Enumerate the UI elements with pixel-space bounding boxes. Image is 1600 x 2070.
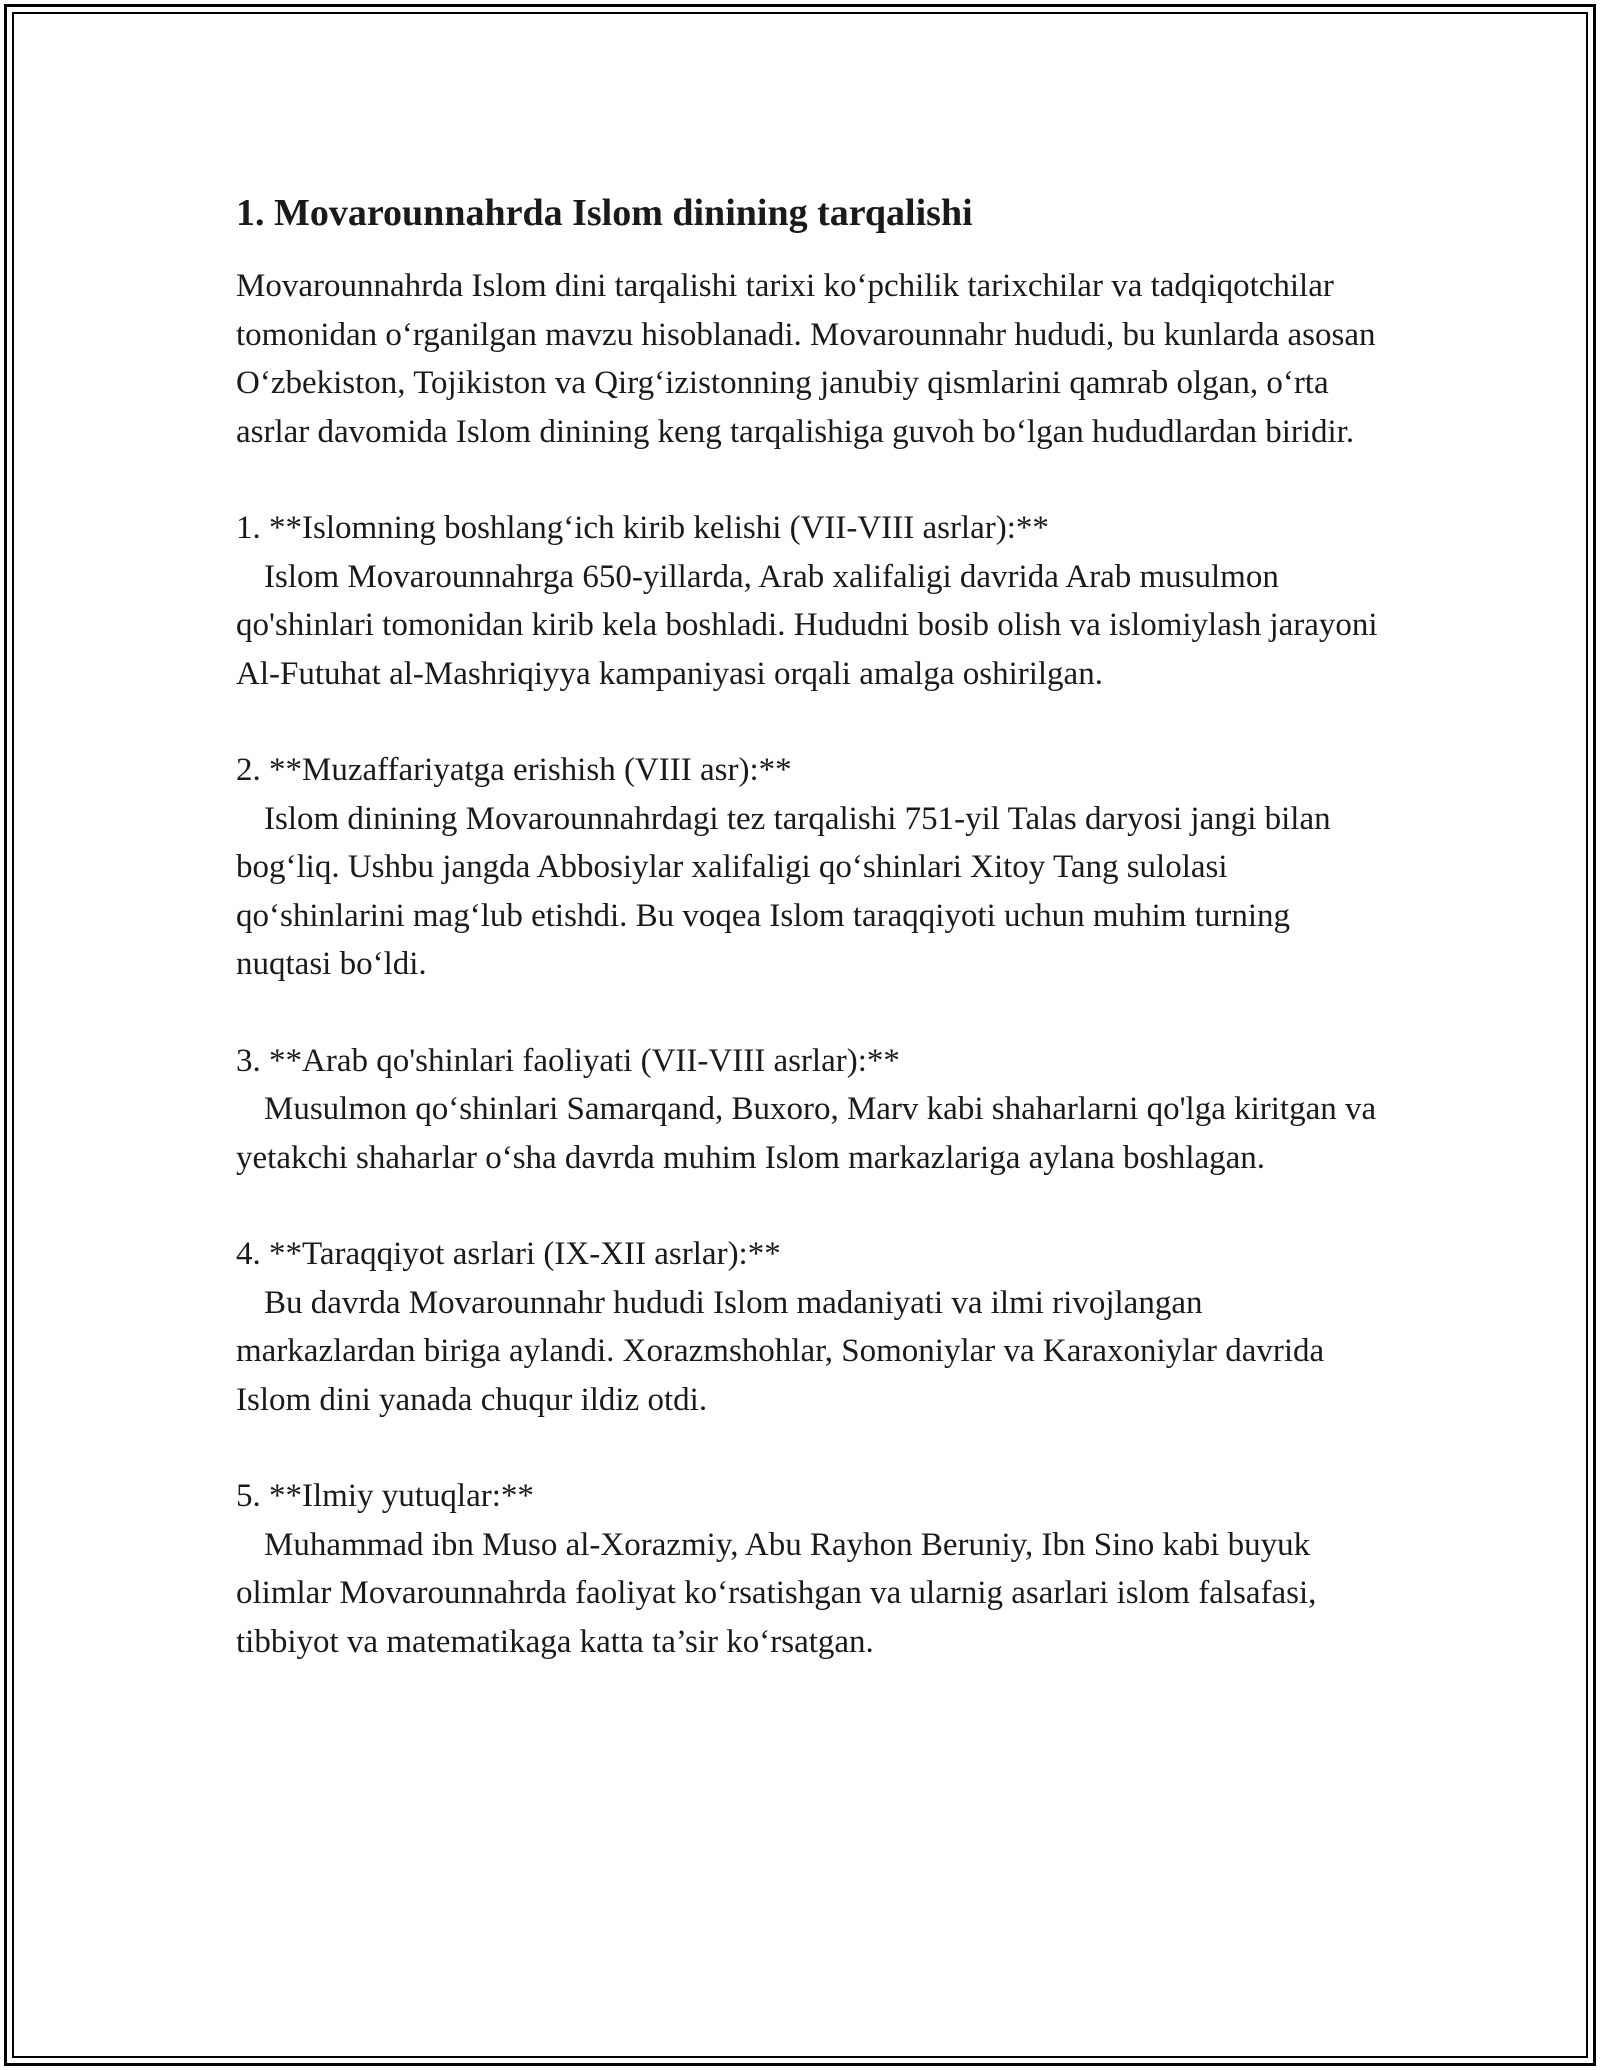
section-body: Islom dinining Movarounnahrdagi tez tarqalishi 751-yil Talas daryosi jangi bilan bog‘liq. Ushbu jangda Abbosiylar xalifaligi qo‘shinlari Xitoy Tang sulolasi qo‘shinlarini mag‘lub etishdi. Bu voqea Islom taraqqiyoti uchun muhim turning nuqtasi bo‘ldi. bbox=[236, 800, 1331, 982]
section-heading: 2. **Muzaffariyatga erishish (VIII asr):** bbox=[236, 752, 792, 788]
intro-paragraph: Movarounnahrda Islom dini tarqalishi tarixi ko‘pchilik tarixchilar va tadqiqotchilar tomonidan o‘rganilgan mavzu hisoblanadi. Movarounnahr hududi, bu kunlarda asosan O‘zbekiston, Tojikiston va Qirg‘izistonning janubiy qismlarini qamrab olgan, o‘rta asrlar davomida Islom dinining keng tarqalishiga guvoh bo‘lgan hududlardan biridir. bbox=[236, 268, 1376, 450]
section-2 bbox=[236, 746, 1386, 989]
section-body: Islom Movarounnahrga 650-yillarda, Arab xalifaligi davrida Arab musulmon qo'shinlari tomonidan kirib kela boshladi. Hududni bosib olish va islomiylash jarayoni Al-Futuhat al-Mashriqiyya kampaniyasi orqali amalga oshirilgan. bbox=[236, 558, 1378, 692]
document-title: 1. Movarounnahrda Islom dinining tarqalishi bbox=[236, 192, 973, 234]
document-content bbox=[236, 186, 1386, 1714]
section-5 bbox=[236, 1472, 1386, 1666]
section-heading: 3. **Arab qo'shinlari faoliyati (VII-VIII asrlar):** bbox=[236, 1042, 900, 1079]
section-heading: 5. **Ilmiy yutuqlar:** bbox=[236, 1478, 534, 1514]
section-body: Muhammad ibn Muso al-Xorazmiy, Abu Rayhon Beruniy, Ibn Sino kabi buyuk olimlar Movarounnahrda faoliyat ko‘rsatishgan va ularnig asarlari islom falsafasi, tibbiyot va matematikaga katta ta’sir ko‘rsatgan. bbox=[236, 1526, 1317, 1660]
section-4 bbox=[236, 1230, 1386, 1424]
section-body: Bu davrda Movarounnahr hududi Islom madaniyati va ilmi rivojlangan markazlardan biriga aylandi. Xorazmshohlar, Somoniylar va Karaxoniylar davrida Islom dini yanada chuqur ildiz otdi. bbox=[236, 1284, 1325, 1418]
section-1 bbox=[236, 504, 1386, 698]
section-body: Musulmon qo‘shinlari Samarqand, Buxoro, Marv kabi shaharlarni qo'lga kiritgan va yetakchi shaharlar o‘sha davrda muhim Islom markazlariga aylana boshlagan. bbox=[236, 1091, 1377, 1176]
section-heading: 1. **Islomning boshlang‘ich kirib kelishi (VII-VIII asrlar):** bbox=[236, 510, 1049, 546]
section-3 bbox=[236, 1037, 1386, 1183]
section-heading: 4. **Taraqqiyot asrlari (IX-XII asrlar):** bbox=[236, 1236, 781, 1272]
